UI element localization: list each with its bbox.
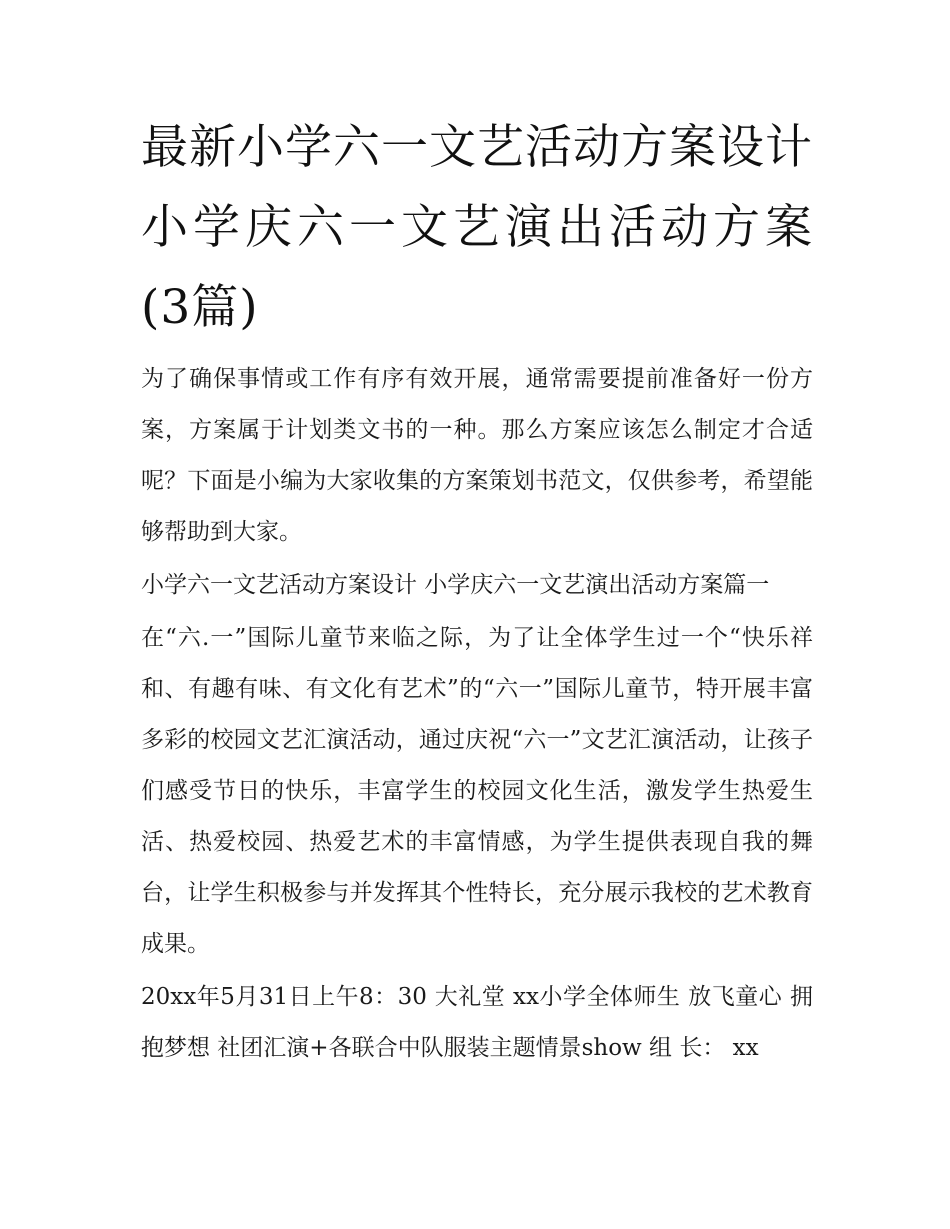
event-details-paragraph: 20xx年5月31日上午8：30 大礼堂 xx小学全体师生 放飞童心 拥抱梦想 社团汇演+各联合中队服装主题情景show 组 长： xx [141, 984, 813, 1061]
document-title: 最新小学六一文艺活动方案设计 小学庆六一文艺演出活动方案(3篇) [141, 120, 813, 335]
body-paragraph: 在“六.一”国际儿童节来临之际，为了让全体学生过一个“快乐祥和、有趣有味、有文化有艺术”的“六一”国际儿童节，特开展丰富多彩的校园文艺汇演活动，通过庆祝“六一”文艺汇演活动，让孩子们感受节日的快乐，丰富学生的校园文化生活，激发学生热爱生活、热爱校园、热爱艺术的丰富情感，为学生提供表现自我的舞台，让学生积极参与并发挥其个性特长，充分展示我校的艺术教育成果。 [141, 625, 813, 957]
section-heading: 小学六一文艺活动方案设计 小学庆六一文艺演出活动方案篇一 [141, 572, 770, 598]
intro-paragraph: 为了确保事情或工作有序有效开展，通常需要提前准备好一份方案，方案属于计划类文书的一种。那么方案应该怎么制定才合适呢？下面是小编为大家收集的方案策划书范文，仅供参考，希望能够帮助到大家。 [141, 366, 813, 545]
document-body [141, 108, 813, 1076]
